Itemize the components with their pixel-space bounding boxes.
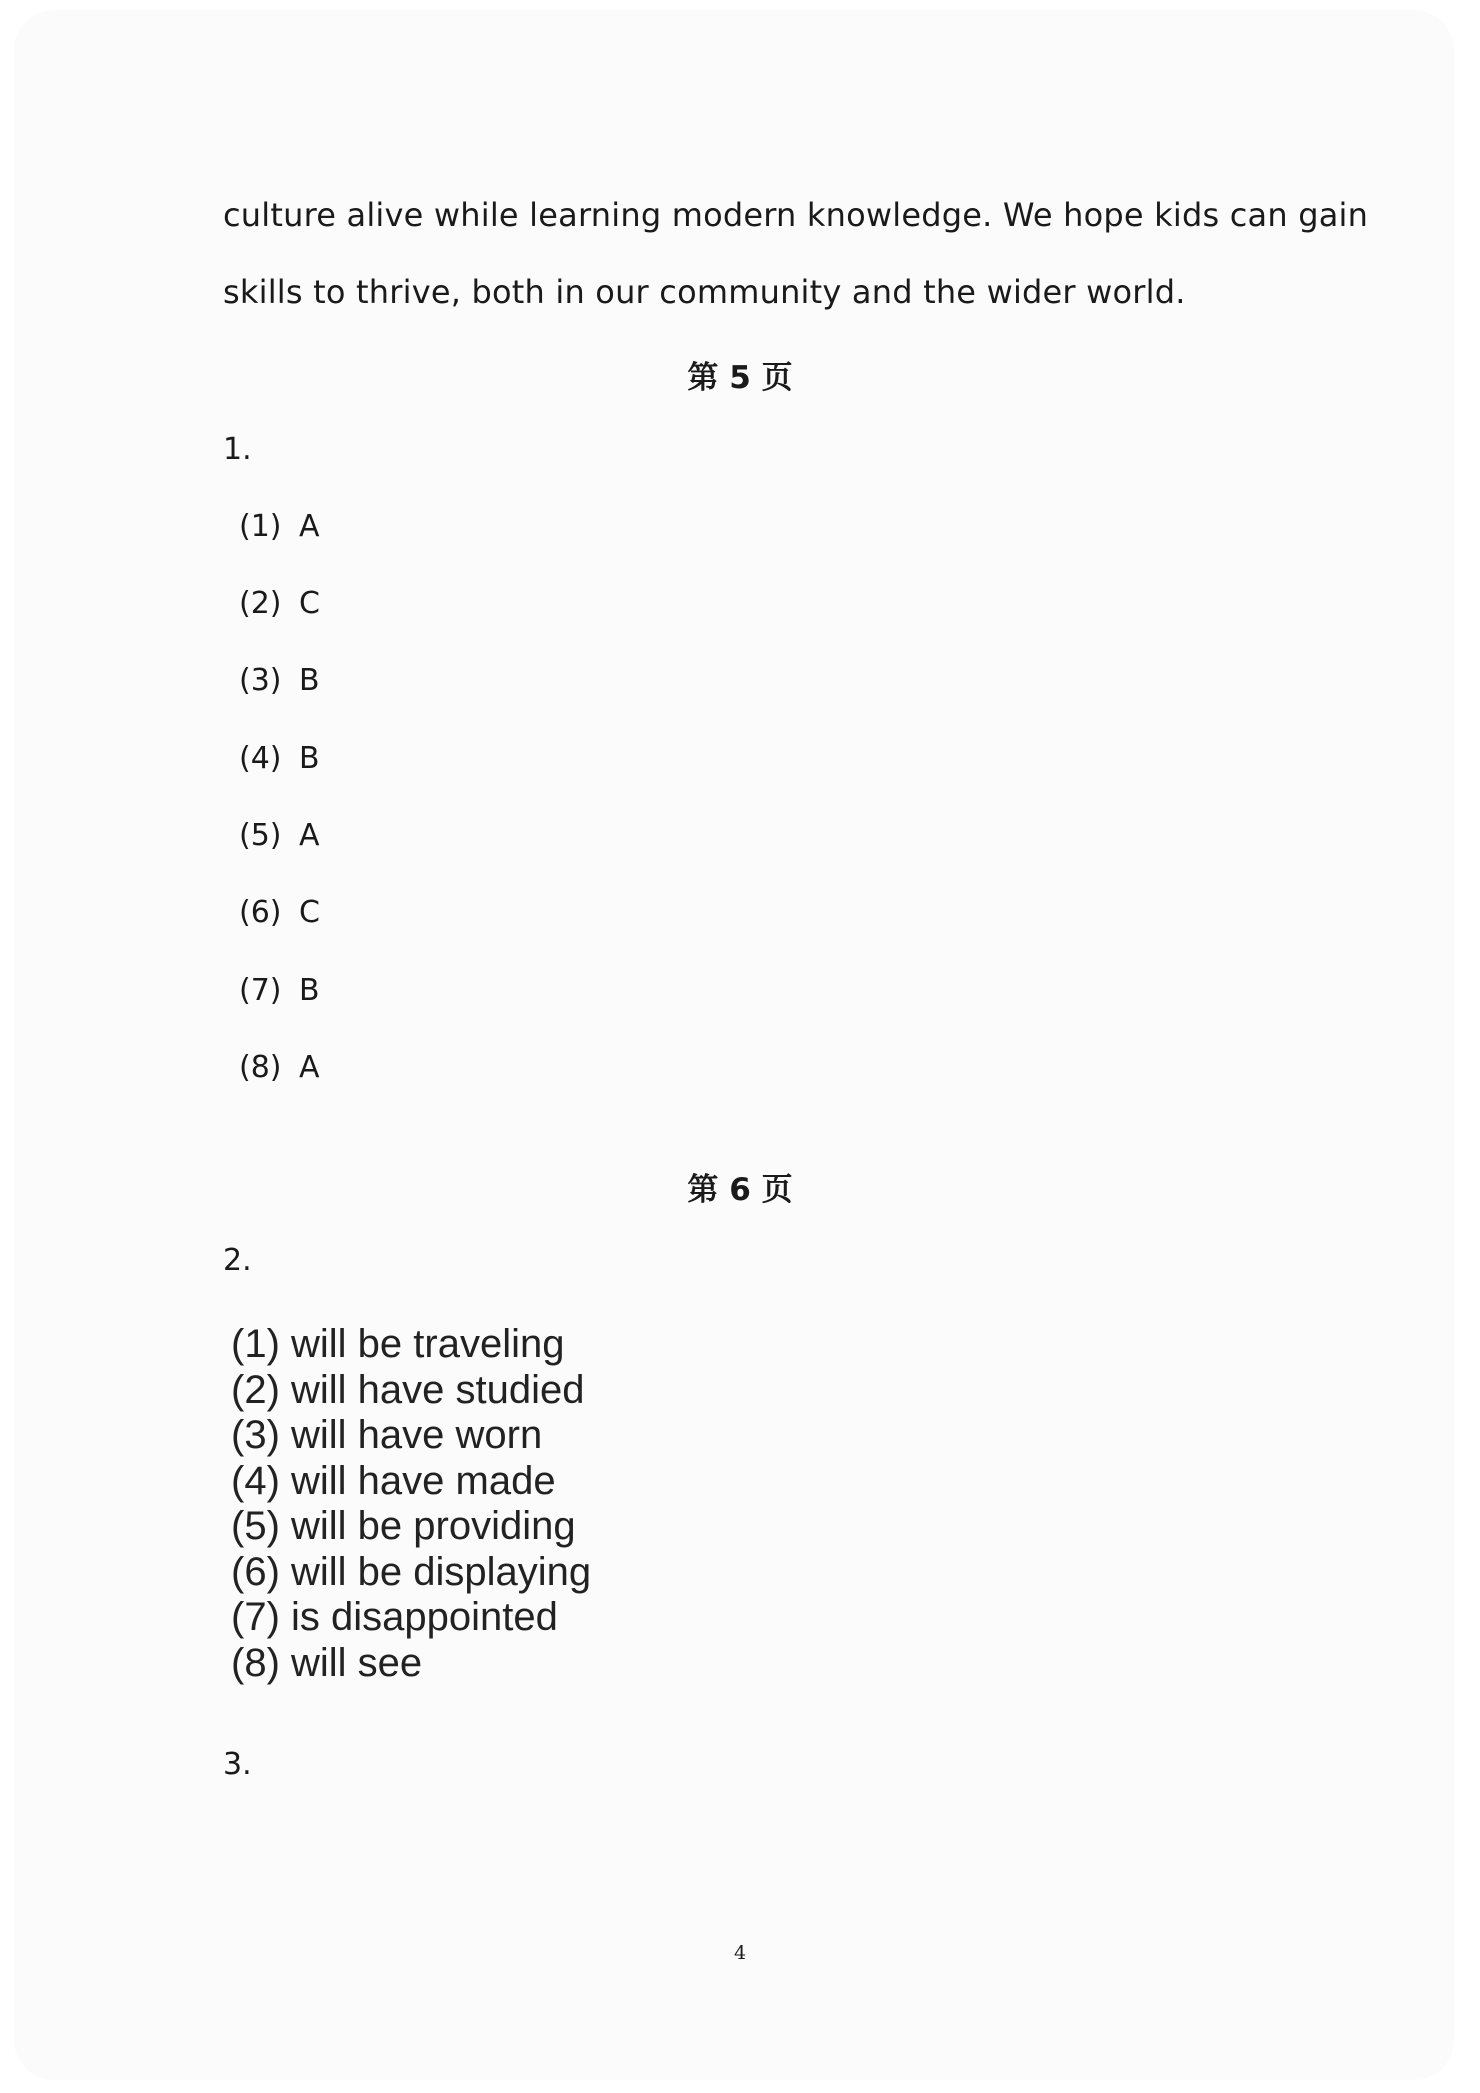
answer-line: (1) will be traveling <box>231 1322 565 1366</box>
question-number-3: 3. <box>223 1747 252 1782</box>
answer-number: (5) <box>239 818 282 853</box>
answer-item <box>239 741 320 776</box>
answer-line: (2) will have studied <box>231 1367 585 1412</box>
answer-number: (8) <box>239 1050 282 1085</box>
question-number-2: 2. <box>223 1243 252 1278</box>
answer-line: (3) will have worn <box>231 1413 543 1457</box>
page-number: 4 <box>733 1942 747 1964</box>
answer-line: (7) is disappointed <box>231 1595 558 1639</box>
answer-number: (1) <box>239 509 282 544</box>
answer-number: (2) <box>239 586 282 621</box>
answer-line: (6) will be displaying <box>231 1549 592 1594</box>
intro-line: culture alive while learning modern knowledge. We hope kids can gain <box>223 196 1369 234</box>
answer-item <box>239 509 320 544</box>
answer-item <box>239 818 320 853</box>
answer-value: A <box>299 818 320 853</box>
answer-value: C <box>299 586 320 621</box>
answer-item <box>239 895 320 930</box>
answer-number: (6) <box>239 895 282 930</box>
answer-list-image <box>231 1322 591 1686</box>
answer-number: (4) <box>239 741 282 776</box>
answer-value: A <box>299 509 320 544</box>
answer-value: A <box>299 1050 320 1085</box>
answer-line: (4) will have made <box>231 1458 556 1503</box>
answer-line: (8) will see <box>231 1640 423 1685</box>
answer-value: B <box>299 741 320 776</box>
intro-line: skills to thrive, both in our community and the wider world. <box>223 273 1186 311</box>
section-heading-page-5: 第 5 页 <box>687 360 793 396</box>
answer-value: B <box>299 973 320 1008</box>
answer-item <box>239 1050 320 1085</box>
answer-item <box>239 973 320 1008</box>
section-heading-page-6: 第 6 页 <box>687 1172 793 1208</box>
question-number-1: 1. <box>223 432 252 467</box>
answer-item <box>239 663 320 698</box>
answer-item <box>239 586 320 621</box>
answer-number: (7) <box>239 973 282 1008</box>
answer-value: B <box>299 663 320 698</box>
answer-value: C <box>299 895 320 930</box>
answer-number: (3) <box>239 663 282 698</box>
answer-line: (5) will be providing <box>231 1504 576 1548</box>
